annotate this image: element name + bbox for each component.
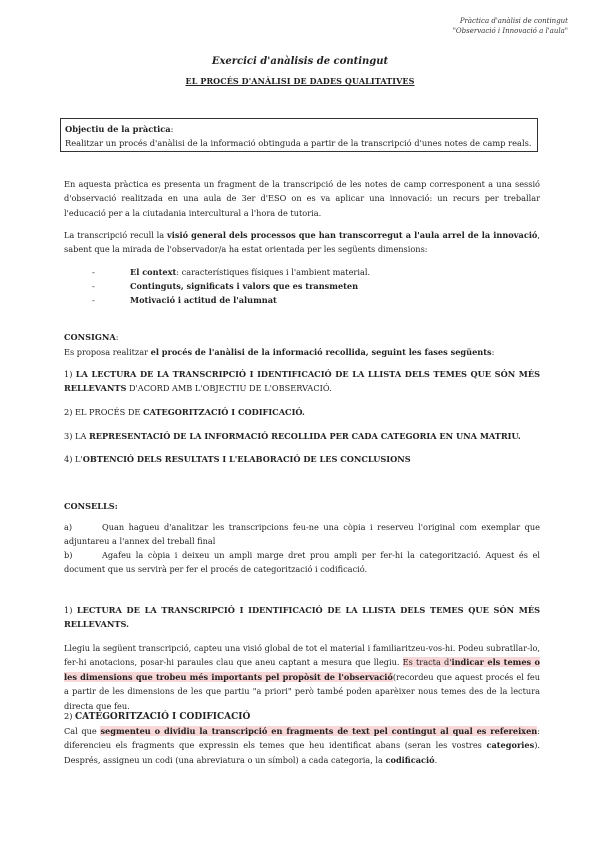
- objective-text: Realitzar un procés d'anàlisi de la informació obtinguda a partir de la transcripció d'unes notes de camp reals.: [65, 138, 532, 148]
- document-title: Exercici d'anàlisis de contingut: [211, 56, 389, 67]
- bold-term-categories: categories: [486, 740, 535, 751]
- consigna-step-2: [64, 405, 540, 419]
- dimension-list: [92, 265, 370, 308]
- consigna-colon: :: [115, 332, 119, 342]
- step-number: 1): [64, 369, 76, 379]
- list-item-bold: Motivació i actitud de l'alumnat: [130, 295, 277, 306]
- section-text: Cal que: [64, 726, 101, 736]
- consigna-intro: [64, 345, 540, 359]
- consell-text: Quan hagueu d'analitzar les transcripcions feu-ne una còpia i reserveu l'original com exemplar que adjuntareu a l'annex del treball final: [64, 522, 540, 547]
- step-text: 4) L': [64, 454, 83, 464]
- highlighted-bold-text: segmenteu o dividiu la transcripció en fragments de text pel contingut al qual es refereixen: [100, 726, 538, 736]
- list-dash: -: [92, 267, 95, 277]
- intro-p2-text-end: , sabent que la mirada de l'observador/a ha estat orientada per les següents dimensions:: [64, 230, 540, 255]
- list-item-text: : característiques físiques i l'ambient material.: [176, 267, 371, 277]
- consell-label: a): [64, 522, 73, 532]
- objective-colon: :: [170, 124, 174, 134]
- bold-term-codification: codificació: [385, 754, 435, 765]
- list-dash: -: [92, 281, 95, 292]
- consigna-intro-text: Es proposa realitzar: [64, 347, 151, 357]
- section-text: Llegiu la següent transcripció, capteu una visió global de tot el material i familiaritzeu-vos-hi. Podeu subratllar-lo, fer-hi anotacions, posar-hi paraules clau que aneu captant a mesura que llegiu.: [64, 643, 540, 668]
- highlighted-bold-text: indicar els temes o les dimensions que trobeu més importants pel propòsit de l'observació: [64, 657, 541, 682]
- step-text: 2) EL PROCÉS DE: [64, 407, 144, 417]
- section-text-end: (recordeu que aquest procés el feu a partir de les dimensions de les que partiu "a priori" però també poden aparèixer nous temes des de la lectura directa que feu.: [64, 671, 540, 711]
- consigna-heading: [64, 330, 540, 344]
- consells-item-b: [64, 548, 540, 577]
- header-line-1: Pràctica d'anàlisi de contingut: [459, 17, 568, 25]
- consigna-intro-end: :: [491, 347, 495, 357]
- consigna-intro-bold: el procés de l'anàlisi de la informació recollida, seguint les fases següents: [150, 347, 492, 357]
- objective-label: Objectiu de la pràctica: [65, 124, 171, 134]
- intro-paragraph-1: En aquesta pràctica es presenta un fragment de la transcripció de les notes de camp corresponent a una sessió d'observació realitzada en una aula de 3er d'ESO on es va aplicar una innovació: un recurs per treballar l'educació per a la ciutadania intercultural a l'hora de tutoria.: [64, 179, 540, 218]
- section-number: 1): [64, 605, 77, 615]
- step-bold: LA LECTURA DE LA TRANSCRIPCIÓ I IDENTIFICACIÓ DE LA LLISTA DELS TEMES QUE SÓN MÉS RELLEVANTS: [64, 369, 540, 394]
- page-header: [453, 16, 568, 36]
- list-item-bold: Continguts, significats i valors que es transmeten: [130, 281, 359, 292]
- section-text: : diferencieu els fragments que expressin els temes que heu identificat abans (seran les vostres: [64, 726, 540, 751]
- objective-box: [60, 118, 538, 152]
- step-bold: CATEGORITZACIÓ I CODIFICACIÓ.: [143, 407, 305, 417]
- section-title: CATEGORITZACIÓ I CODIFICACIÓ: [75, 712, 251, 722]
- section-1-heading: [64, 603, 540, 632]
- consell-label: b): [64, 550, 73, 560]
- consell-text: Agafeu la còpia i deixeu un ampli marge dret prou ampli per fer-hi la categorització. Aquest és el document que us servirà per fer el procés de categorització i codificació.: [64, 550, 540, 575]
- consigna-step-4: [64, 452, 540, 466]
- step-bold: OBTENCIÓ DELS RESULTATS I L'ELABORACIÓ DE LES CONCLUSIONS: [82, 454, 411, 464]
- section-text-end: .: [434, 754, 438, 765]
- section-1-paragraph: [64, 641, 540, 713]
- section-2-paragraph: [64, 724, 540, 767]
- consigna-step-1: [64, 367, 540, 396]
- highlighted-text: Es tracta d': [402, 657, 452, 668]
- list-dash: -: [92, 295, 95, 306]
- consigna-label: CONSIGNA: [64, 332, 116, 342]
- section-title: LECTURA DE LA TRANSCRIPCIÓ I IDENTIFICACIÓ DE LA LLISTA DELS TEMES QUE SÓN MÉS RELLEVANTS.: [64, 605, 540, 630]
- document-subtitle: EL PROCÉS D'ANÀLISI DE DADES QUALITATIVES: [185, 76, 415, 86]
- section-2-heading: [64, 709, 540, 724]
- step-bold: REPRESENTACIÓ DE LA INFORMACIÓ RECOLLIDA PER CADA CATEGORIA EN UNA MATRIU.: [88, 431, 521, 441]
- intro-p2-bold: visió general dels processos que han transcorregut a l'aula arrel de la innovació: [167, 230, 538, 240]
- section-number: 2): [64, 711, 76, 721]
- header-line-2: "Observació i Innovació a l'aula": [452, 27, 568, 35]
- list-item: [92, 279, 370, 293]
- list-item: [92, 265, 370, 279]
- consells-item-a: [64, 520, 540, 549]
- consigna-step-3: [64, 429, 540, 443]
- list-item-bold: El context: [130, 267, 177, 277]
- step-text: D'ACORD AMB L'OBJECTIU DE L'OBSERVACIÓ.: [126, 383, 332, 394]
- intro-paragraph-2: [64, 228, 540, 257]
- list-item: [92, 293, 370, 307]
- intro-p2-text: La transcripció recull la: [64, 230, 167, 240]
- section-text: ). Després, assigneu un codi (una abreviatura o un símbol) a cada categoria, la: [64, 740, 540, 765]
- consells-heading: CONSELLS:: [64, 501, 118, 511]
- step-text: 3) LA: [64, 431, 89, 441]
